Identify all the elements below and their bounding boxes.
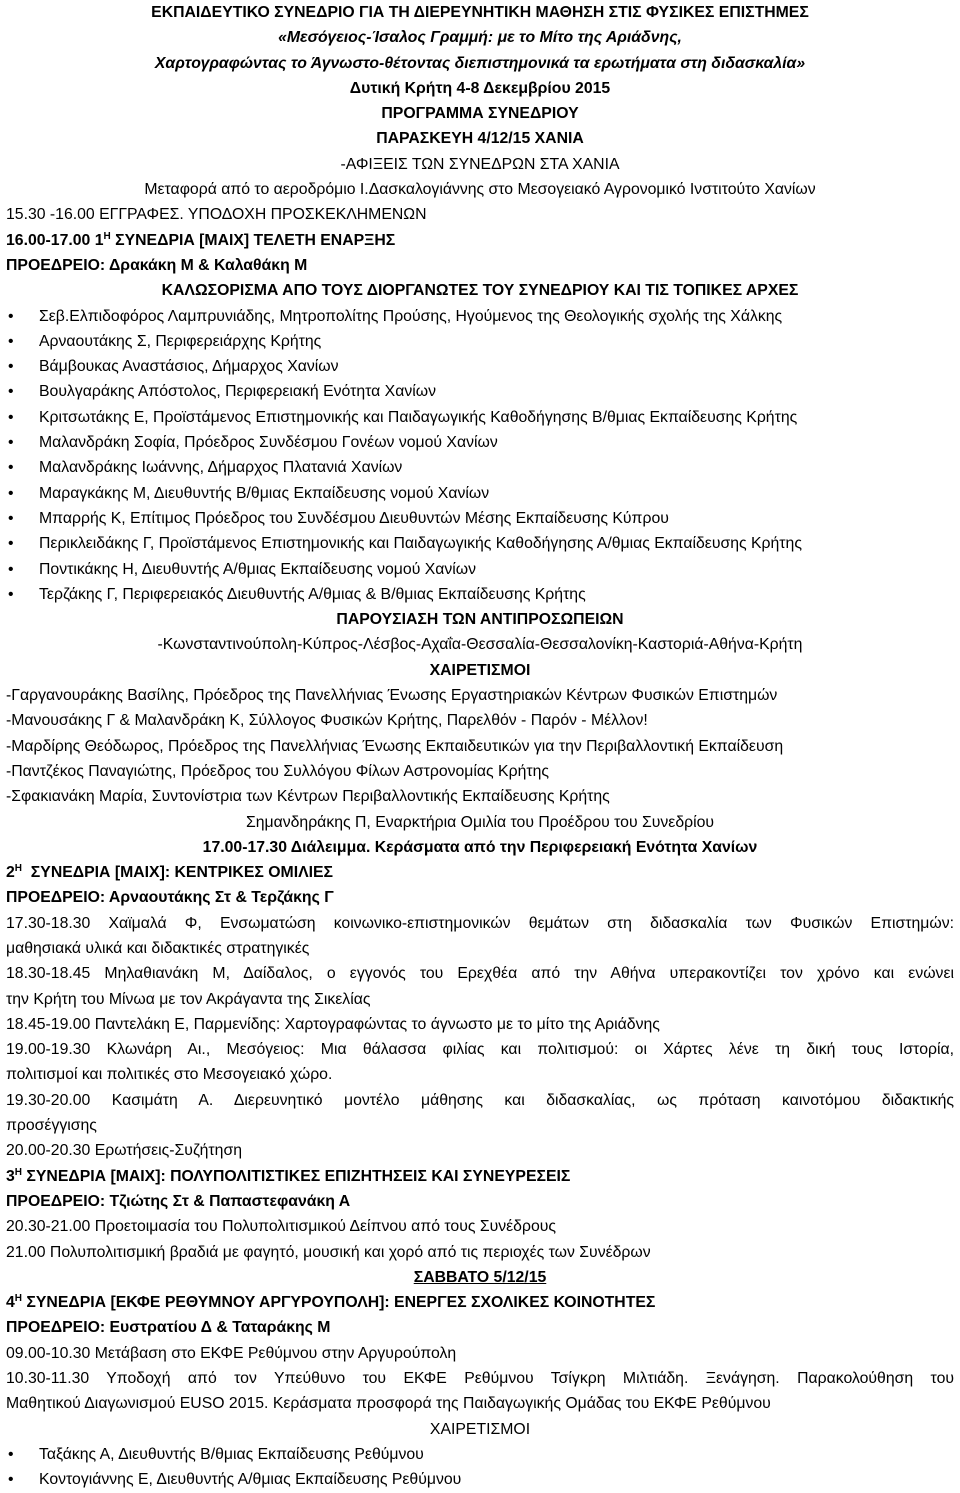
break-text: Διάλειμμα. Κεράσματα από την Περιφερειακή Ενότητα Χανίων: [290, 838, 758, 856]
session-2-num: 2: [6, 864, 15, 882]
talk-1-line-1: 17.30-18.30 Χαϊμαλά Φ, Ενσωματώσ​η κοινωνικο-επιστημονικών θεμάτων στη διδασκαλία των Φυσικών Επιστημών:: [6, 914, 954, 932]
bullet-icon: •: [8, 1445, 14, 1463]
session-3-item: 21.00 Πολυπολιτισμική βραδιά με φαγητό, μουσική και χορό από τις περιοχές των Συνέδρων: [6, 1243, 651, 1261]
list-item: [6, 1467, 954, 1492]
greeting-item: -Σφακιανάκη Μαρία, Συντονίστρια των Κέντρων Περιβαλλοντικής Εκπαίδευσης Κρήτης: [6, 788, 610, 806]
bullet-icon: •: [8, 459, 14, 477]
welcome-heading: ΚΑΛΩΣΟΡΙΣΜΑ ΑΠΟ ΤΟΥΣ ΔΙΟΡΓΑΝΩΤΕΣ ΤΟΥ ΣΥΝΕΔΡΙΟΥ ΚΑΙ ΤΙΣ ΤΟΠΙΚΕΣ ΑΡΧΕΣ: [161, 282, 799, 300]
break-time: 17.00-17.30: [202, 838, 291, 856]
arrivals-line: -ΑΦΙΞΕΙΣ ΤΩΝ ΣΥΝΕΔΡΩΝ ΣΤΑ ΧΑΝΙΑ: [340, 155, 620, 173]
talk-5-line-2: προσέγγισης: [6, 1117, 97, 1135]
session-2-sup: Η: [14, 863, 23, 875]
saturday-item-line-2: Μαθητικού Διαγωνισμού EUSO 2015. Κεράσματα προσφορά της Παιδαγωγικής Ομάδας του ΕΚΦΕ Ρεθύμνου: [6, 1395, 771, 1413]
session-3-num: 3: [6, 1167, 15, 1185]
list-item: [6, 354, 954, 379]
session-3-title: ΣΥΝΕΔΡΙΑ [ΜΑΙΧ]: ΠΟΛΥΠΟΛΙΤΙΣΤΙΚΕΣ ΕΠΙΖΗΤΗΣΕΙΣ ΚΑΙ ΣΥΝΕΥΡΕΣΕΙΣ: [22, 1167, 571, 1185]
session-1-chair-label: ΠΡΟΕΔΡΕΙΟ:: [6, 256, 109, 274]
list-item: [6, 405, 954, 430]
talk-2-line-2: την Κρήτη του Μίνωα με τον Ακράγαντα της Σικελίας: [6, 990, 371, 1008]
list-item-text: Κοντογιάννης Ε, Διευθυντής Α/θμιας Εκπαίδευσης Ρεθύμνου: [39, 1471, 462, 1489]
list-item-text: Σεβ.Ελπιδοφόρος Λαμπρυνιάδης, Μητροπολίτης Προύσης, Ηγούμενος της Θεολογικής σχολής της Χάλκης: [39, 307, 783, 325]
session-1-chair: [6, 253, 954, 278]
session-3-heading: [6, 1164, 954, 1189]
friday-heading: ΠΑΡΑΣΚΕΥΗ 4/12/15 ΧΑΝΙΑ: [376, 130, 584, 148]
list-item-text: Μαλανδράκης Ιωάννης, Δήμαρχος Πλατανιά Χανίων: [39, 459, 403, 477]
list-item-text: Μαραγκάκης Μ, Διευθυντής Β/θμιας Εκπαίδευσης νομού Χανίων: [39, 484, 490, 502]
list-item-text: Βάμβουκας Αναστάσιος, Δήμαρχος Χανίων: [39, 358, 339, 376]
session-2-chair: ΠΡΟΕΔΡΕΙΟ: Αρναουτάκης Στ & Τερζάκης Γ: [6, 889, 334, 907]
talk-5-line-1: 19.30-20.00 Κασιμάτη Α. Διερευνητικό μοντέλο μάθησης και διδασκαλίας, ως πρόταση καινοτόμου διδακτικής: [6, 1091, 954, 1109]
session-3-item: 20.30-21.00 Προετοιμασία του Πολυπολιτισμικού Δείπνου από τους Συνέδρους: [6, 1218, 556, 1236]
bullet-icon: •: [8, 535, 14, 553]
list-item-text: Ποντικάκης Η, Διευθυντής Α/θμιας Εκπαίδευσης νομού Χανίων: [39, 560, 477, 578]
list-item: [6, 557, 954, 582]
session-3-chair: ΠΡΟΕΔΡΕΙΟ: Τζιώτης Στ & Παπαστεφανάκη Α: [6, 1192, 351, 1210]
bullet-icon: •: [8, 358, 14, 376]
list-item-text: Τερζάκης Γ, Περιφερειακός Διευθυντής Α/θμιας & Β/θμιας Εκπαίδευσης Κρήτης: [39, 585, 586, 603]
bullet-icon: •: [8, 383, 14, 401]
session-2-heading: [6, 860, 954, 885]
saturday-item-line-1: 10.30-11.30 Υποδοχή από τον Υπεύθυνο του ΕΚΦΕ Ρεθύμνου Τσίγκρη Μιλτιάδη. Ξενάγηση. Παρακολούθηση του: [6, 1370, 954, 1388]
greeting-item: -Γαργανουράκης Βασίλης, Πρόεδρος της Πανελλήνιας Ένωσης Εργαστηριακών Κέντρων Φυσικών Επιστημών: [6, 687, 778, 705]
delegations-line: -Κωνσταντινούπολη-Κύπρος-Λέσβος-Αχαΐα-Θεσσαλία-Θεσσαλονίκη-Καστοριά-Αθήνα-Κρήτη: [157, 636, 803, 654]
list-item: [6, 304, 954, 329]
session-4-sup: Η: [14, 1293, 23, 1305]
conference-theme-line1: «Μεσόγειος-Ίσαλος Γραμμή: με το Μίτο της Αριάδνης,: [278, 29, 682, 47]
opening-lecture: Σημανδηράκης Π, Εναρκτήρια Ομιλία του Προέδρου του Συνεδρίου: [245, 813, 715, 831]
list-item: [6, 531, 954, 556]
talk-1-line-2: μαθησιακά υλικά και διδακτικές στρατηγικές: [6, 939, 310, 957]
session-1-heading: [6, 228, 954, 253]
session-4-title: ΣΥΝΕΔΡΙΑ [ΕΚΦΕ ΡΕΘΥΜΝΟΥ ΑΡΓΥΡΟΥΠΟΛΗ]: ΕΝΕΡΓΕΣ ΣΧΟΛΙΚΕΣ ΚΟΙΝΟΤΗΤΕΣ: [22, 1294, 656, 1312]
list-item: [6, 455, 954, 480]
list-item-text: Περικλειδάκης Γ, Προϊστάμενος Επιστημονικής και Παιδαγωγικής Καθοδήγησης Α/θμιας Εκπαίδευσης Κρήτης: [39, 535, 802, 553]
delegations-heading: ΠΑΡΟΥΣΙΑΣΗ ΤΩΝ ΑΝΤΙΠΡΟΣΩΠΕΙΩΝ: [336, 611, 624, 629]
talk-2-line-1: 18.30-18.45 Μηλαθιανάκη Μ, Δαίδαλος, ο εγγονός του Ερεχθέα από την Αθήνα υπερακοντίζει τον χρόνο και ενώνει: [6, 965, 954, 983]
list-item: [6, 1442, 954, 1467]
bullet-icon: •: [8, 332, 14, 350]
session-4-num: 4: [6, 1294, 15, 1312]
saturday-greetings-heading: ΧΑΙΡΕΤΙΣΜΟΙ: [429, 1420, 531, 1438]
list-item: [6, 506, 954, 531]
qa-line: 20.00-20.30 Ερωτήσεις-Συζήτηση: [6, 1142, 242, 1160]
bullet-icon: •: [8, 1471, 14, 1489]
conference-title: ΕΚΠΑΙΔΕΥΤΙΚΟ ΣΥΝΕΔΡΙΟ ΓΙΑ ΤΗ ΔΙΕΡΕΥΝΗΤΙΚΗ ΜΑΘΗΣΗ ΣΤΙΣ ΦΥΣΙΚΕΣ ΕΠΙΣΤΗΜΕΣ: [151, 4, 809, 21]
break-line: [6, 835, 954, 860]
greetings-heading: ΧΑΙΡΕΤΙΣΜΟΙ: [429, 661, 531, 679]
greeting-item: -Παντζέκος Παναγιώτης, Πρόεδρος του Συλλόγου Φίλων Αστρονομίας Κρήτης: [6, 762, 549, 780]
list-item: [6, 379, 954, 404]
session-1-chair-names: Δρακάκη Μ & Καλαθάκη Μ: [108, 256, 308, 274]
conference-theme-line2: Χαρτογραφώντας το Άγνωστο-θέτοντας διεπιστημονικά τα ερωτήματα στη διδασκαλία»: [154, 54, 806, 72]
greeting-item: -Μανουσάκης Γ & Μαλανδράκη Κ, Σύλλογος Φυσικών Κρήτης, Παρελθόν - Παρόν - Μέλλον!: [6, 712, 648, 730]
saturday-greetings-list: [6, 1442, 954, 1493]
list-item-text: Αρναουτάκης Σ, Περιφερειάρχης Κρήτης: [39, 332, 322, 350]
list-item-text: Μαλανδράκη Σοφία, Πρόεδρος Συνδέσμου Γονέων νομού Χανίων: [39, 434, 498, 452]
list-item-text: Μπαρρής Κ, Επίτιμος Πρόεδρος του Συνδέσμου Διευθυντών Μέσης Εκπαίδευσης Κύπρου: [39, 509, 669, 527]
talk-3: 18.45-19.00 Παντελάκη Ε, Παρμενίδης: Χαρτογραφώντας το άγνωστο με το μίτο της Αριάδνης: [6, 1015, 660, 1033]
program-heading: ΠΡΟΓΡΑΜΜΑ ΣΥΝΕΔΡΙΟΥ: [381, 105, 579, 123]
session-2-title: ΣΥΝΕΔΡΙΑ [ΜΑΙΧ]: ΚΕΝΤΡΙΚΕΣ ΟΜΙΛΙΕΣ: [22, 864, 334, 882]
welcome-list: [6, 304, 954, 608]
bullet-icon: •: [8, 408, 14, 426]
talk-4-line-1: 19.00-19.30 Κλωνάρη Αι., Μεσόγειος: Μια θάλασσα φιλίας και πολιτισμού: οι Χάρτες λένε τη δική τους Ιστορία,: [6, 1041, 954, 1059]
session-1-sup: Η: [103, 230, 111, 242]
session-1-time: 16.00-17.00 1: [6, 231, 104, 249]
list-item-text: Βουλγαράκης Απόστολος, Περιφερειακή Ενότητα Χανίων: [39, 383, 436, 401]
list-item-text: Ταξάκης Α, Διευθυντής Β/θμιας Εκπαίδευσης Ρεθύμνου: [39, 1445, 424, 1463]
registration-line: 15.30 -16.00 ΕΓΓΡΑΦΕΣ. ΥΠΟΔΟΧΗ ΠΡΟΣΚΕΚΛΗΜΕΝΩΝ: [6, 206, 427, 224]
list-item: [6, 582, 954, 607]
talk-4-line-2: πολιτισμοί και πολιτικές στο Μεσογειακό χώρο.: [6, 1066, 333, 1084]
session-1-title: ΣΥΝΕΔΡΙΑ [ΜΑΙΧ] ΤΕΛΕΤΗ ΕΝΑΡΞΗΣ: [110, 231, 396, 249]
bullet-icon: •: [8, 585, 14, 603]
conference-location-dates: Δυτική Κρήτη 4-8 Δεκεμβρίου 2015: [349, 79, 611, 97]
bullet-icon: •: [8, 307, 14, 325]
bullet-icon: •: [8, 484, 14, 502]
list-item: [6, 481, 954, 506]
session-3-sup: Η: [14, 1166, 23, 1178]
bullet-icon: •: [8, 509, 14, 527]
list-item: [6, 430, 954, 455]
bullet-icon: •: [8, 434, 14, 452]
greeting-item: -Μαρδίρης Θεόδωρος, Πρόεδρος της Πανελλήνιας Ένωσης Εκπαιδευτικών για την Περιβαλλοντική Εκπαίδευση: [6, 737, 784, 755]
session-4-chair: ΠΡΟΕΔΡΕΙΟ: Ευστρατίου Δ & Ταταράκης Μ: [6, 1319, 331, 1337]
session-4-heading: [6, 1290, 954, 1315]
list-item-text: Κριτσωτάκης Ε, Προϊστάμενος Επιστημονικής και Παιδαγωγικής Καθοδήγησης Β/θμιας Εκπαίδευσης Κρήτης: [39, 408, 798, 426]
list-item: [6, 329, 954, 354]
bullet-icon: •: [8, 560, 14, 578]
saturday-item: 09.00-10.30 Μετάβαση στο ΕΚΦΕ Ρεθύμνου στην Αργυρούπολη: [6, 1344, 457, 1362]
transfer-line: Μεταφορά από το αεροδρόμιο Ι.Δασκαλογιάννης στο Μεσογειακό Αγρονομικό Ινστιτούτο Χανίων: [144, 181, 816, 199]
saturday-heading: ΣΑΒΒΑΤΟ 5/12/15: [413, 1268, 547, 1286]
